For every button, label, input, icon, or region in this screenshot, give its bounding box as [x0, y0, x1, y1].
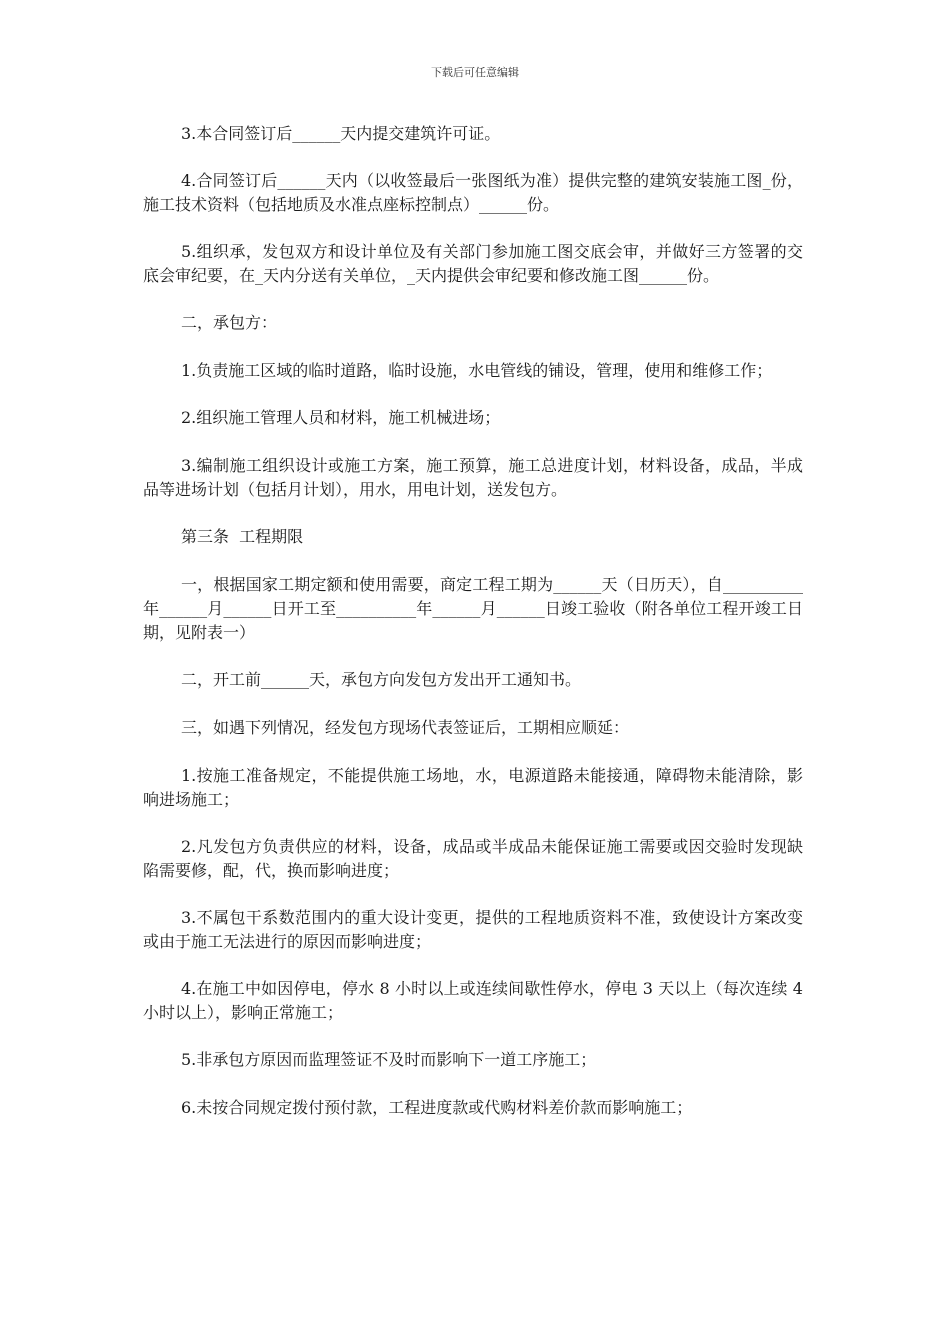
paragraph-delay-3: 3.不属包干系数范围内的重大设计变更，提供的工程地质资料不准，致使设计方案改变或由于施工无法进行的原因而影响进度；: [143, 908, 803, 951]
article-heading-project-period: 第三条 工程期限: [181, 527, 304, 546]
paragraph-period-1: 一，根据国家工期定额和使用需要，商定工程工期为______天（日历天），自__________年______月______日开工至__________年______月______日竣工验收（附各单位工程开竣工日期，见附表一）: [143, 575, 803, 642]
paragraph-delay-2: 2.凡发包方负责供应的材料，设备，成品或半成品未能保证施工需要或因交验时发现缺陷需要修，配，代，换而影响进度；: [143, 837, 803, 880]
paragraph-contractor-3: 3.编制施工组织设计或施工方案，施工预算，施工总进度计划，材料设备，成品，半成品等进场计划（包括月计划），用水，用电计划，送发包方。: [143, 456, 803, 499]
paragraph-delay-6: 6.未按合同规定拨付预付款，工程进度款或代购材料差价款而影响施工；: [181, 1098, 693, 1117]
paragraph-clause-5: 5.组织承，发包双方和设计单位及有关部门参加施工图交底会审，并做好三方签署的交底会审纪要，在_天内分送有关单位，_天内提供会审纪要和修改施工图______份。: [143, 242, 803, 285]
paragraph-clause-3: 3.本合同签订后______天内提交建筑许可证。: [181, 124, 501, 143]
paragraph-delay-4: 4.在施工中如因停电，停水 8 小时以上或连续间歇性停水，停电 3 天以上（每次连续 4 小时以上），影响正常施工；: [143, 979, 809, 1022]
paragraph-contractor-2: 2.组织施工管理人员和材料，施工机械进场；: [181, 408, 501, 427]
document-body: [143, 122, 809, 1144]
paragraph-period-3: 三，如遇下列情况，经发包方现场代表签证后，工期相应顺延：: [181, 718, 630, 737]
paragraph-delay-1: 1.按施工准备规定，不能提供施工场地，水，电源道路未能接通，障碍物未能清除，影响进场施工；: [143, 766, 803, 809]
paragraph-contractor-1: 1.负责施工区域的临时道路，临时设施，水电管线的铺设，管理，使用和维修工作；: [181, 361, 773, 380]
section-heading-contractor: 二，承包方：: [181, 313, 278, 332]
paragraph-clause-4: 4.合同签订后______天内（以收签最后一张图纸为准）提供完整的建筑安装施工图_份，施工技术资料（包括地质及水准点座标控制点）______份。: [143, 171, 803, 214]
paragraph-period-2: 二，开工前______天，承包方向发包方发出开工通知书。: [181, 670, 582, 689]
paragraph-delay-5: 5.非承包方原因而监理签证不及时而影响下一道工序施工；: [181, 1050, 597, 1069]
page-header: 下载后可任意编辑: [431, 66, 519, 79]
